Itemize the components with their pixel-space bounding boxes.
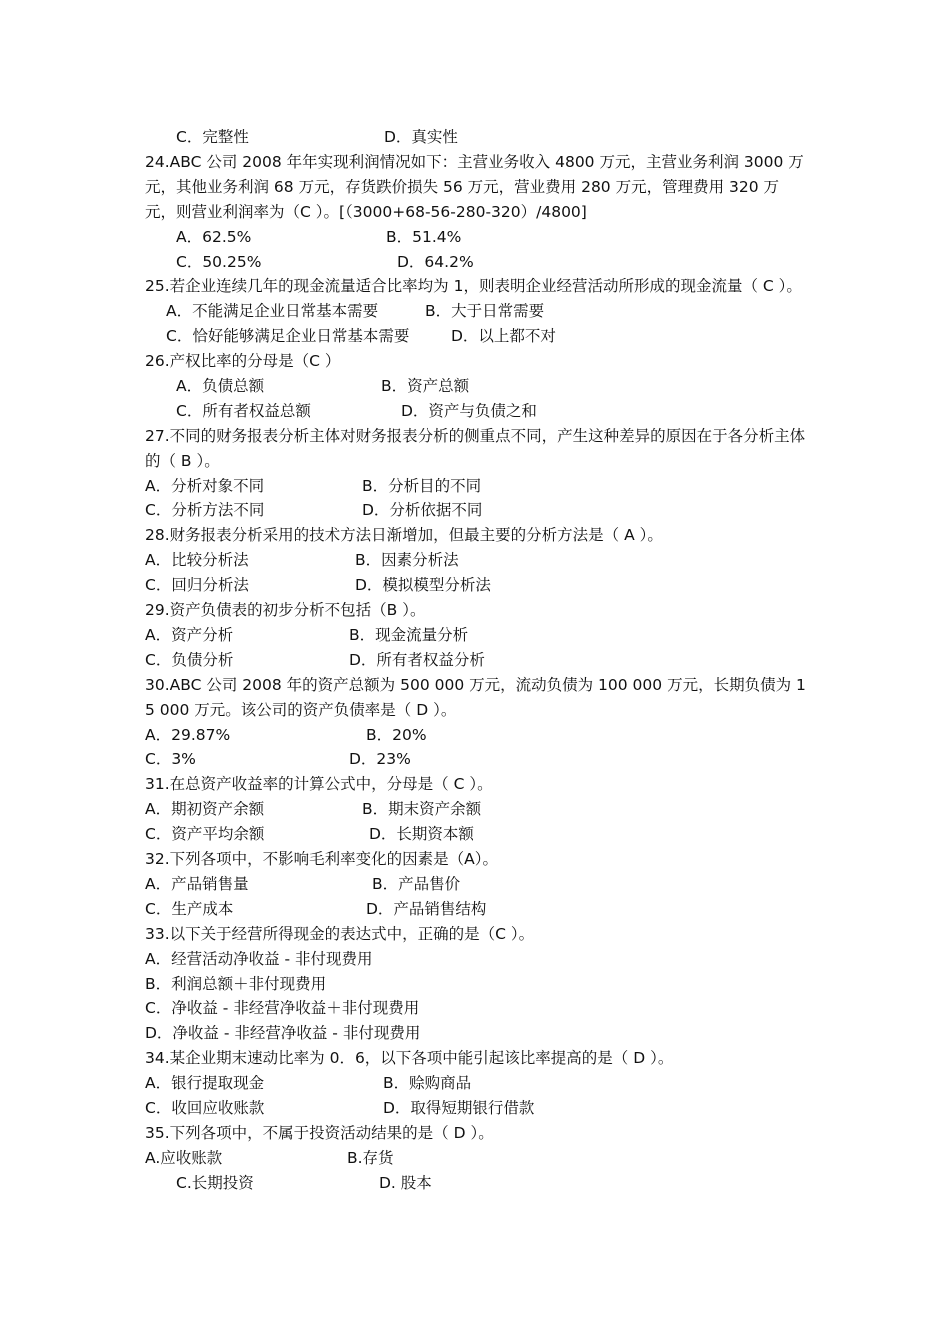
question-list — [145, 125, 810, 1196]
option-d: D．产品销售结构 — [366, 899, 487, 918]
option-a: A．经营活动净收益 - 非付现费用 — [145, 949, 373, 968]
option-a: A．银行提取现金 — [145, 1074, 265, 1093]
options-row — [145, 374, 810, 399]
option-a: A．29.87% — [145, 725, 231, 744]
option-c: C．完整性 — [176, 128, 249, 146]
options-row — [145, 648, 810, 673]
question-25: 25.若企业连续几年的现金流量适合比率均为 1，则表明企业经营活动所形成的现金流量（ C ）。 — [145, 277, 802, 296]
options-row — [145, 474, 810, 499]
option-a: A．62.5% — [176, 227, 252, 246]
option-b: B．现金流量分析 — [349, 625, 469, 644]
options-row — [145, 872, 810, 897]
option-b: B．利润总额＋非付现费用 — [145, 974, 327, 993]
option-a: A．比较分析法 — [145, 551, 249, 570]
option-d: D．以上都不对 — [451, 327, 556, 346]
option-a: A．负债总额 — [176, 376, 265, 395]
option-b: B．51.4% — [386, 227, 462, 246]
options-row — [145, 797, 810, 822]
options-row — [145, 723, 810, 748]
option-c: C．生产成本 — [145, 899, 234, 918]
options-row — [145, 225, 810, 250]
options-row — [145, 324, 810, 349]
options-row — [145, 972, 810, 997]
option-d: D．23% — [349, 750, 411, 769]
options-row — [145, 897, 810, 922]
option-d: D．分析依据不同 — [362, 501, 483, 520]
option-d: D．取得短期银行借款 — [383, 1098, 535, 1117]
question-33: 33.以下关于经营所得现金的表达式中，正确的是（C ）。 — [145, 924, 535, 943]
option-c: C．资产平均余额 — [145, 825, 265, 844]
option-d: D．长期资本额 — [369, 825, 474, 844]
options-row — [145, 299, 810, 324]
option-a: A．分析对象不同 — [145, 476, 265, 495]
options-row — [145, 623, 810, 648]
option-d: D．净收益 - 非经营净收益 - 非付现费用 — [145, 1024, 421, 1043]
options-row — [145, 1096, 810, 1121]
question-29: 29.资产负债表的初步分析不包括（B ）。 — [145, 601, 426, 620]
options-row — [145, 947, 810, 972]
option-c: C．净收益 - 非经营净收益＋非付现费用 — [145, 999, 420, 1018]
option-d: D. 股本 — [379, 1173, 432, 1192]
option-b: B．因素分析法 — [355, 551, 459, 570]
option-a: A．不能满足企业日常基本需要 — [166, 302, 379, 321]
options-row — [145, 498, 810, 523]
option-b: B．产品售价 — [372, 874, 461, 893]
option-a: A.应收账款 — [145, 1148, 223, 1167]
question-35: 35.下列各项中，不属于投资活动结果的是（ D ）。 — [145, 1123, 494, 1142]
option-d: D．64.2% — [397, 252, 474, 271]
question-26: 26.产权比率的分母是（C ） — [145, 352, 341, 371]
option-c: C.长期投资 — [176, 1173, 254, 1192]
option-a: A．产品销售量 — [145, 874, 249, 893]
options-row — [145, 125, 810, 150]
option-c: C．3% — [145, 750, 196, 769]
option-c: C．所有者权益总额 — [176, 401, 311, 420]
options-row — [145, 747, 810, 772]
option-c: C．收回应收账款 — [145, 1098, 265, 1117]
option-b: B．20% — [366, 725, 427, 744]
option-c: C．负债分析 — [145, 650, 234, 669]
option-d: D．资产与负债之和 — [401, 401, 537, 420]
options-row — [145, 250, 810, 275]
option-c: C．分析方法不同 — [145, 501, 265, 520]
option-d: D．模拟模型分析法 — [355, 576, 491, 595]
question-32: 32.下列各项中，不影响毛利率变化的因素是（A）。 — [145, 850, 499, 869]
options-row — [145, 399, 810, 424]
option-a: A．期初资产余额 — [145, 800, 265, 819]
option-c: C．回归分析法 — [145, 576, 249, 595]
options-row — [145, 996, 810, 1021]
option-c: C．50.25% — [176, 252, 262, 271]
option-b: B．大于日常需要 — [425, 302, 545, 321]
option-b: B．期末资产余额 — [362, 800, 482, 819]
options-row — [145, 573, 810, 598]
question-34: 34.某企业期末速动比率为 0．6，以下各项中能引起该比率提高的是（ D ）。 — [145, 1049, 674, 1068]
option-b: B.存货 — [347, 1148, 394, 1167]
option-b: B．分析目的不同 — [362, 476, 482, 495]
options-row — [145, 548, 810, 573]
options-row — [145, 1021, 810, 1046]
question-30: 30.ABC 公司 2008 年的资产总额为 500 000 万元，流动负债为 100 000 万元，长期负债为 15 000 万元。该公司的资产负债率是（ D ）。 — [145, 675, 806, 719]
options-row — [145, 1071, 810, 1096]
question-31: 31.在总资产收益率的计算公式中，分母是（ C ）。 — [145, 775, 493, 794]
options-row — [145, 822, 810, 847]
question-28: 28.财务报表分析采用的技术方法日渐增加，但最主要的分析方法是（ A ）。 — [145, 526, 663, 545]
question-27: 27.不同的财务报表分析主体对财务报表分析的侧重点不同，产生这种差异的原因在于各分析主体的（ B ）。 — [145, 426, 806, 470]
option-b: B．资产总额 — [381, 376, 470, 395]
option-c: C．恰好能够满足企业日常基本需要 — [166, 327, 410, 346]
option-d: D．所有者权益分析 — [349, 650, 485, 669]
option-b: B．赊购商品 — [383, 1074, 472, 1093]
option-d: D．真实性 — [384, 128, 458, 146]
question-24: 24.ABC 公司 2008 年年实现利润情况如下：主营业务收入 4800 万元，主营业务利润 3000 万元，其他业务利润 68 万元，存货跌价损失 56 万元，营业费用 280 万元，管理费用 320 万元，则营业利润率为（C ）。[（3000+68-56-280-320）/4800] — [145, 152, 804, 221]
options-row — [145, 1171, 810, 1196]
option-a: A．资产分析 — [145, 625, 234, 644]
options-row — [145, 1146, 810, 1171]
